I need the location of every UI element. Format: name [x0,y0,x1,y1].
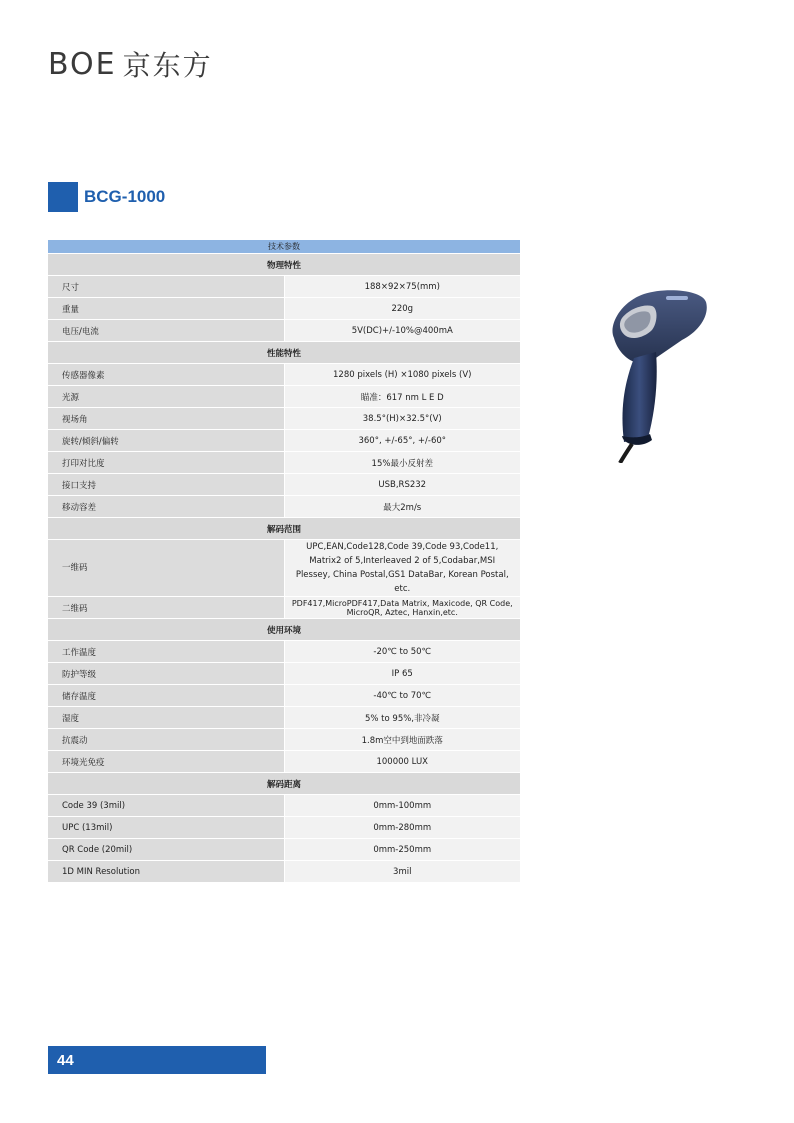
product-title: BCG-1000 [84,187,166,206]
table-row [48,597,520,619]
page-number: 44 [57,1051,74,1069]
row-label: 重量 [48,298,284,320]
table-row [48,729,520,751]
section-header: 使用环境 [48,619,520,641]
spec-table-header [48,240,520,254]
spec-table [48,240,520,883]
row-label: 尺寸 [48,276,284,298]
row-label: 1D MIN Resolution [48,861,284,883]
section-header: 物理特性 [48,254,520,276]
row-label: 一维码 [48,540,284,597]
brand-logo-latin: BOE [48,46,117,82]
table-row [48,839,520,861]
row-label: UPC (13mil) [48,817,284,839]
table-row [48,663,520,685]
row-value: 5V(DC)+/-10%@400mA [284,320,520,342]
spec-table-header-text: 技术参数 [48,240,520,254]
row-label: Code 39 (3mil) [48,795,284,817]
row-label: 视场角 [48,408,284,430]
row-value: 188×92×75(mm) [284,276,520,298]
row-value: PDF417,MicroPDF417,Data Matrix, Maxicode, QR Code, MicroQR, Aztec, Hanxin,etc. [284,597,520,619]
table-row [48,817,520,839]
row-value: UPC,EAN,Code128,Code 39,Code 93,Code11, Matrix2 of 5,Interleaved 2 of 5,Codabar,MSI Plessey, China Postal,GS1 DataBar, Korean Postal, etc. [284,540,520,597]
row-value: -20℃ to 50℃ [284,641,520,663]
row-label: 二维码 [48,597,284,619]
table-row [48,540,520,597]
row-label: 移动容差 [48,496,284,518]
table-row [48,795,520,817]
row-label: 传感器像素 [48,364,284,386]
row-value: 220g [284,298,520,320]
section-header: 性能特性 [48,342,520,364]
brand-logo-chinese: 京东方 [122,49,213,82]
row-label: 光源 [48,386,284,408]
row-label: 电压/电流 [48,320,284,342]
table-row [48,320,520,342]
row-value: 0mm-250mm [284,839,520,861]
table-row [48,452,520,474]
row-value: 1280 pixels (H) ×1080 pixels (V) [284,364,520,386]
row-label: 储存温度 [48,685,284,707]
row-value: 0mm-280mm [284,817,520,839]
row-value: IP 65 [284,663,520,685]
row-label: 接口支持 [48,474,284,496]
table-row [48,751,520,773]
table-row [48,298,520,320]
table-row [48,364,520,386]
barcode-scanner-image [594,288,712,463]
row-label: 工作温度 [48,641,284,663]
table-row [48,707,520,729]
title-accent-block [48,182,78,212]
product-heading [48,182,165,212]
row-label: 抗震动 [48,729,284,751]
row-label: 湿度 [48,707,284,729]
table-row [48,641,520,663]
row-value: -40℃ to 70℃ [284,685,520,707]
table-row [48,276,520,298]
row-label: 打印对比度 [48,452,284,474]
row-value: 360°, +/-65°, +/-60° [284,430,520,452]
row-value: 0mm-100mm [284,795,520,817]
section-header: 解码距离 [48,773,520,795]
row-value: 5% to 95%,非冷凝 [284,707,520,729]
table-row [48,474,520,496]
table-row [48,496,520,518]
row-value: 38.5°(H)×32.5°(V) [284,408,520,430]
table-row [48,408,520,430]
row-value: 3mil [284,861,520,883]
row-value: USB,RS232 [284,474,520,496]
row-label: 旋转/倾斜/偏转 [48,430,284,452]
row-value: 100000 LUX [284,751,520,773]
table-row [48,430,520,452]
row-label: 防护等级 [48,663,284,685]
table-row [48,386,520,408]
page-number-bar [48,1046,266,1074]
brand-logo [48,44,213,84]
row-value: 最大2m/s [284,496,520,518]
row-label: QR Code (20mil) [48,839,284,861]
table-row [48,685,520,707]
row-value: 15%最小反射差 [284,452,520,474]
table-row [48,861,520,883]
row-value: 瞄准：617 nm L E D [284,386,520,408]
section-header: 解码范围 [48,518,520,540]
row-label: 环境光免疫 [48,751,284,773]
row-value: 1.8m空中到地面跌落 [284,729,520,751]
